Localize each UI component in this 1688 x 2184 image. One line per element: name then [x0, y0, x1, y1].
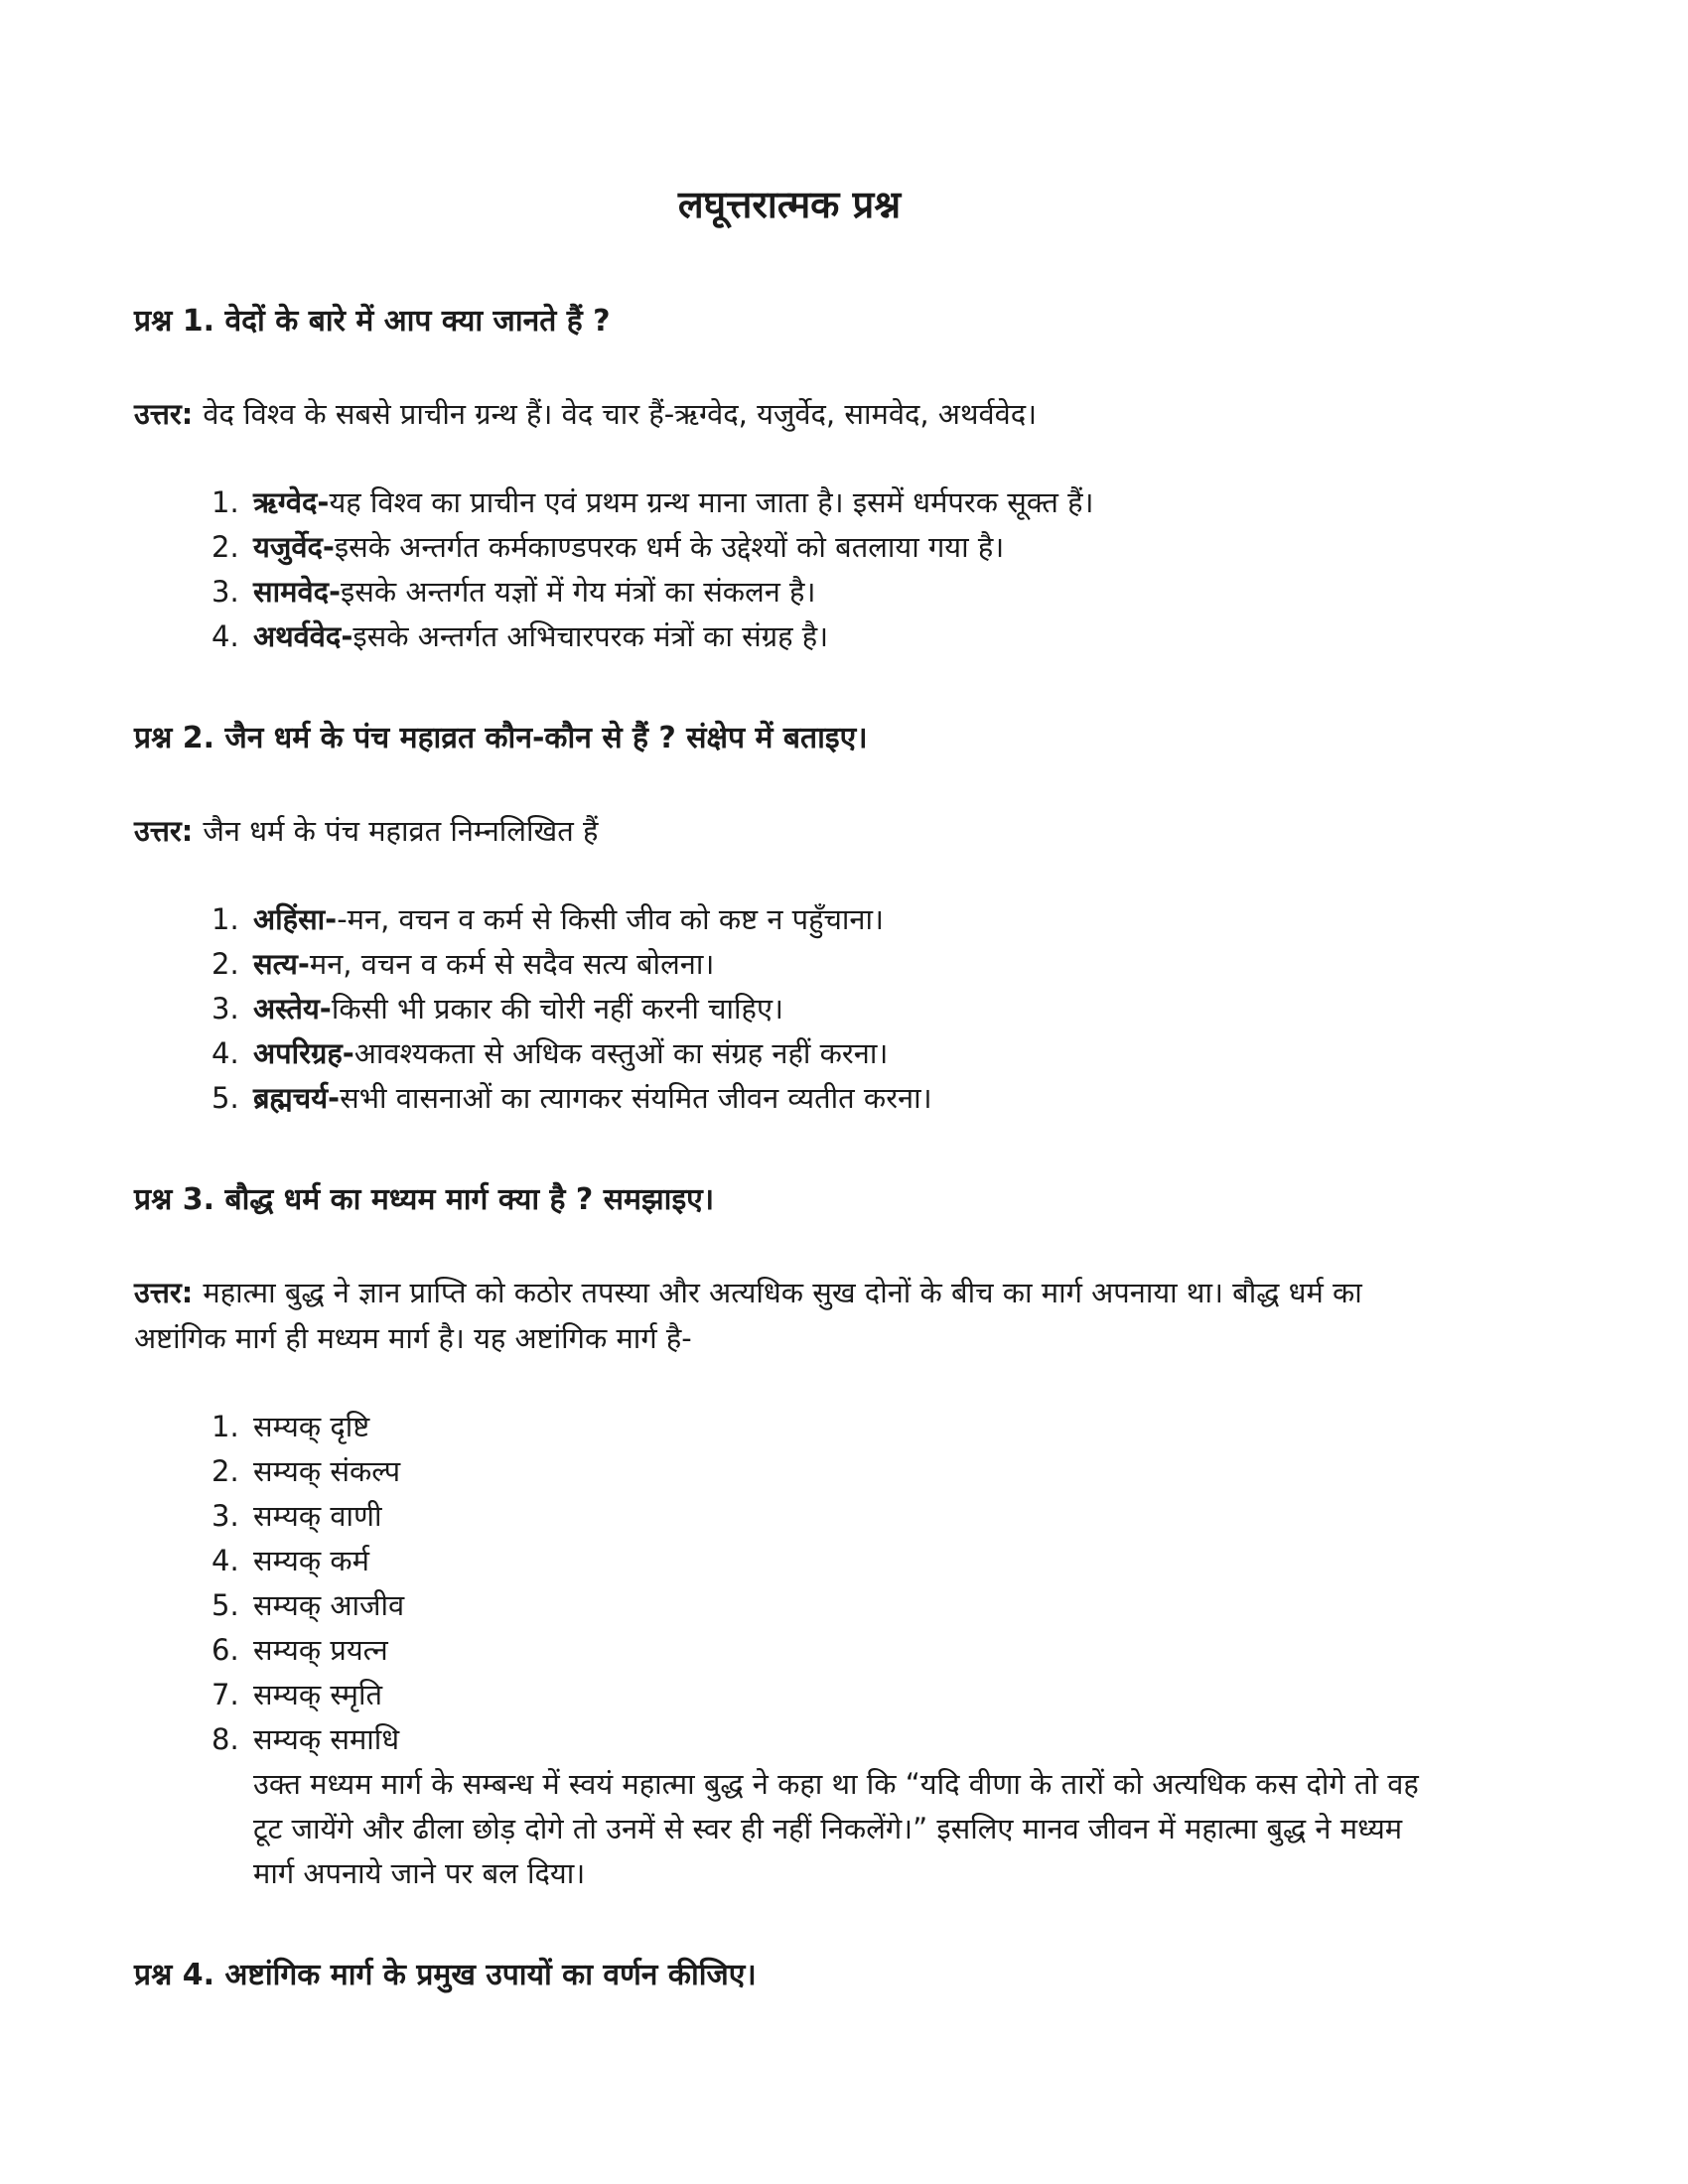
list-item — [211, 525, 1445, 570]
list-item-text: सम्यक् समाधि — [253, 1722, 400, 1756]
list-term: ब्रह्मचर्य- — [253, 1081, 341, 1115]
question-3-heading: प्रश्न 3. बौद्ध धर्म का मध्यम मार्ग क्या है ? समझाइए। — [134, 1182, 715, 1217]
list-number: 4. — [211, 619, 239, 653]
list-number: 3. — [211, 575, 239, 609]
list-item — [211, 1405, 1445, 1449]
list-item-text: सम्यक् वाणी — [253, 1499, 382, 1533]
list-item-text: सम्यक् प्रयत्न — [253, 1633, 388, 1667]
list-item — [211, 1673, 1445, 1717]
list-number: 3. — [211, 992, 239, 1025]
list-item-text — [253, 987, 1445, 1031]
list-term: सामवेद- — [253, 575, 342, 609]
list-desc: मन, वचन व कर्म से सदैव सत्य बोलना। — [309, 947, 715, 981]
list-term: ऋग्वेद- — [253, 485, 330, 519]
question-1-heading: प्रश्न 1. वेदों के बारे में आप क्या जानते हैं ? — [134, 304, 611, 339]
ashtangik-list — [134, 1405, 1445, 1762]
mahavrat-list — [134, 897, 1445, 1121]
question-2-heading: प्रश्न 2. जैन धर्म के पंच महाव्रत कौन-कौन से हैं ? संक्षेप में बताइए। — [134, 721, 868, 755]
list-item-text: सम्यक् दृष्टि — [253, 1410, 370, 1443]
list-item — [211, 480, 1445, 525]
list-item-text — [253, 480, 1445, 525]
list-number: 4. — [211, 1036, 239, 1070]
answer-label: उत्तर: — [134, 397, 194, 431]
list-item — [211, 1583, 1445, 1628]
list-number: 2. — [211, 1454, 239, 1488]
list-term: अस्तेय- — [253, 992, 332, 1025]
question-4-heading: प्रश्न 4. अष्टांगिक मार्ग के प्रमुख उपायों का वर्णन कीजिए। — [134, 1958, 757, 1992]
list-desc: आवश्यकता से अधिक वस्तुओं का संग्रह नहीं करना। — [353, 1036, 889, 1070]
list-term: अहिंसा- — [253, 902, 338, 936]
list-item — [211, 614, 1445, 659]
list-desc: -मन, वचन व कर्म से किसी जीव को कष्ट न पहुँचाना। — [337, 902, 885, 936]
list-term: सत्य- — [253, 947, 310, 981]
list-item-text: सम्यक् आजीव — [253, 1588, 405, 1622]
list-item-text — [253, 1031, 1445, 1076]
list-item — [211, 1494, 1445, 1539]
list-number: 5. — [211, 1081, 239, 1115]
question-3-answer — [134, 1270, 1445, 1361]
list-term: यजुर्वेद- — [253, 530, 335, 564]
list-item — [211, 1717, 1445, 1762]
list-item — [211, 1031, 1445, 1076]
list-item — [211, 987, 1445, 1031]
list-item — [211, 1076, 1445, 1121]
list-desc: इसके अन्तर्गत कर्मकाण्डपरक धर्म के उद्देश्यों को बतलाया गया है। — [334, 530, 1005, 564]
list-desc: यह विश्व का प्राचीन एवं प्रथम ग्रन्थ माना जाता है। इसमें धर्मपरक सूक्त हैं। — [329, 485, 1094, 519]
question-block-4 — [134, 1954, 1445, 1997]
list-item-text — [253, 897, 1445, 942]
list-term: अथर्ववेद- — [253, 619, 353, 653]
question-2-answer — [134, 808, 1445, 854]
list-term: अपरिग्रह- — [253, 1036, 354, 1070]
buddha-quote-note: उक्त मध्यम मार्ग के सम्बन्ध में स्वयं महात्मा बुद्ध ने कहा था कि “यदि वीणा के तारों को अत्यधिक कस दोगे तो वह टूट जायेंगे और ढीला छोड़ दोगे तो उनमें से स्वर ही नहीं निकलेंगे।” इसलिए मानव जीवन में महात्मा बुद्ध ने मध्यम मार्ग अपनाये जाने पर बल दिया। — [253, 1767, 1419, 1890]
list-item — [211, 1628, 1445, 1673]
list-number: 1. — [211, 902, 239, 936]
list-number: 6. — [211, 1633, 239, 1667]
veda-list — [134, 480, 1445, 659]
list-item-text: सम्यक् संकल्प — [253, 1454, 401, 1488]
list-item — [211, 942, 1445, 987]
list-desc: इसके अन्तर्गत यज्ञों में गेय मंत्रों का संकलन है। — [341, 575, 816, 609]
list-number: 3. — [211, 1499, 239, 1533]
list-number: 1. — [211, 1410, 239, 1443]
list-item — [211, 897, 1445, 942]
list-desc: इसके अन्तर्गत अभिचारपरक मंत्रों का संग्रह है। — [352, 619, 829, 653]
question-block-3 — [134, 1178, 1445, 1896]
list-desc: सभी वासनाओं का त्यागकर संयमित जीवन व्यतीत करना। — [340, 1081, 932, 1115]
answer-text: जैन धर्म के पंच महाव्रत निम्नलिखित हैं — [203, 814, 599, 848]
list-item — [211, 570, 1445, 614]
answer-label: उत्तर: — [134, 1276, 194, 1309]
list-item — [211, 1539, 1445, 1583]
list-desc: किसी भी प्रकार की चोरी नहीं करनी चाहिए। — [331, 992, 783, 1025]
list-number: 5. — [211, 1588, 239, 1622]
list-number: 4. — [211, 1544, 239, 1577]
list-number: 2. — [211, 947, 239, 981]
question-block-2 — [134, 717, 1445, 1121]
answer-label: उत्तर: — [134, 814, 194, 848]
list-number: 2. — [211, 530, 239, 564]
list-item-text: सम्यक् कर्म — [253, 1544, 369, 1577]
question-block-1 — [134, 300, 1445, 659]
list-item-text — [253, 1076, 1445, 1121]
list-item-text — [253, 525, 1445, 570]
list-item-text — [253, 570, 1445, 614]
list-item-text — [253, 942, 1445, 987]
list-item-text: सम्यक् स्मृति — [253, 1678, 383, 1711]
list-item — [211, 1449, 1445, 1494]
list-item-text — [253, 614, 1445, 659]
page-title: लघूत्तरात्मक प्रश्न — [677, 183, 902, 226]
answer-text: वेद विश्व के सबसे प्राचीन ग्रन्थ हैं। वेद चार हैं-ऋग्वेद, यजुर्वेद, सामवेद, अथर्ववेद। — [203, 397, 1038, 431]
question-1-answer — [134, 391, 1445, 437]
answer-text: महात्मा बुद्ध ने ज्ञान प्राप्ति को कठोर तपस्या और अत्यधिक सुख दोनों के बीच का मार्ग अपनाया था। बौद्ध धर्म का अष्टांगिक मार्ग ही मध्यम मार्ग है। यह अष्टांगिक मार्ग है- — [134, 1276, 1362, 1355]
list-number: 1. — [211, 485, 239, 519]
list-number: 8. — [211, 1722, 239, 1756]
list-number: 7. — [211, 1678, 239, 1711]
